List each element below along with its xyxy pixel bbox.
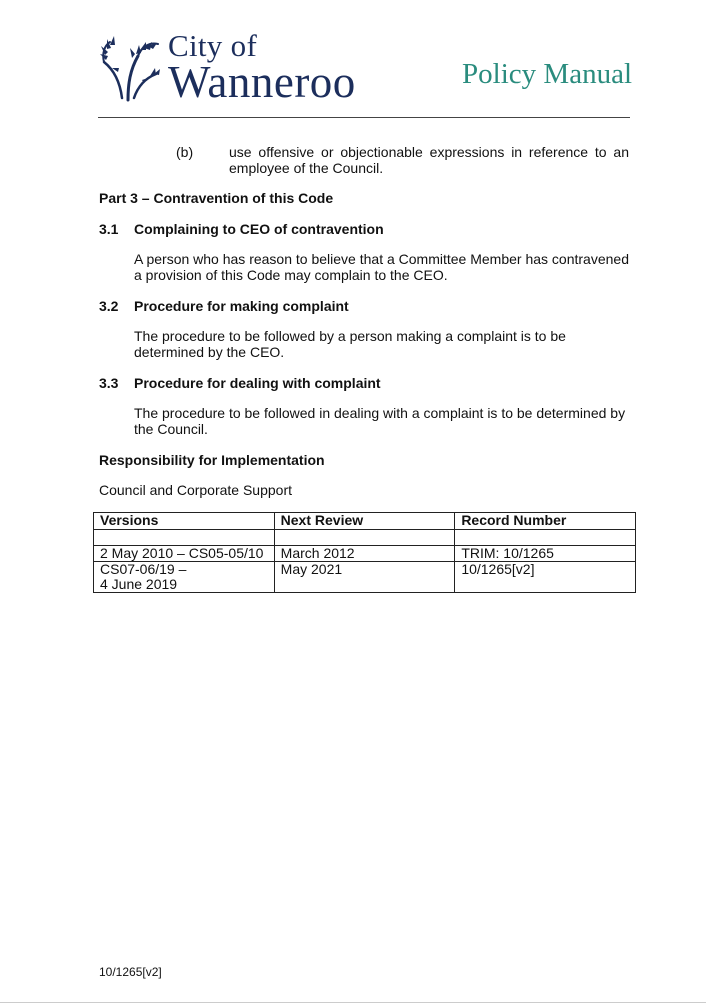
- page-bottom-edge: [0, 1002, 706, 1003]
- document-title: Policy Manual: [462, 58, 632, 90]
- table-cell: [455, 530, 636, 546]
- section-3-3-heading: Procedure for dealing with complaint: [134, 375, 381, 391]
- table-row: [94, 546, 636, 562]
- responsibility-heading: Responsibility for Implementation: [99, 452, 325, 468]
- table-row: [94, 530, 636, 546]
- section-3-2-text: The procedure to be followed by a person making a complaint is to be determined by the CEO.: [134, 328, 566, 360]
- table-row: [94, 562, 636, 593]
- item-b-label: (b): [176, 144, 194, 160]
- table-cell: CS07-06/19 – 4 June 2019: [94, 562, 275, 593]
- versions-table: [93, 512, 636, 593]
- table-cell: [94, 530, 275, 546]
- section-3-1-number: 3.1: [99, 221, 119, 237]
- city-of-wanneroo-logo: [98, 28, 356, 107]
- section-3-2-heading: Procedure for making complaint: [134, 298, 349, 314]
- table-cell: 10/1265[v2]: [455, 562, 636, 593]
- table-cell: TRIM: 10/1265: [455, 546, 636, 562]
- section-3-3-number: 3.3: [99, 375, 119, 391]
- section-3-2-number: 3.2: [99, 298, 119, 314]
- header-divider: [98, 117, 630, 118]
- responsibility-text: Council and Corporate Support: [99, 482, 293, 498]
- logo-text-wanneroo: Wanneroo: [168, 57, 356, 107]
- table-cell: [274, 530, 455, 546]
- kangaroo-paw-flower-icon: [98, 32, 162, 102]
- logo-text-city-of: City of: [168, 28, 258, 63]
- item-b-text: use offensive or objectionable expressions in reference to an employee of the Council.: [229, 144, 629, 176]
- header-versions: Versions: [94, 513, 275, 530]
- header-record-number: Record Number: [455, 513, 636, 530]
- section-3-1-text: A person who has reason to believe that a Committee Member has contravened a provision of this Code may complain to the CEO.: [134, 251, 629, 283]
- footer-doc-reference: 10/1265[v2]: [99, 965, 162, 979]
- part-3-heading: Part 3 – Contravention of this Code: [99, 190, 334, 206]
- table-cell: May 2021: [274, 562, 455, 593]
- table-cell: 2 May 2010 – CS05-05/10: [94, 546, 275, 562]
- header-next-review: Next Review: [274, 513, 455, 530]
- section-3-1-heading: Complaining to CEO of contravention: [134, 221, 384, 237]
- section-3-3-text: The procedure to be followed in dealing with a complaint is to be determined by the Council.: [134, 405, 626, 437]
- table-cell: March 2012: [274, 546, 455, 562]
- table-header-row: [94, 513, 636, 530]
